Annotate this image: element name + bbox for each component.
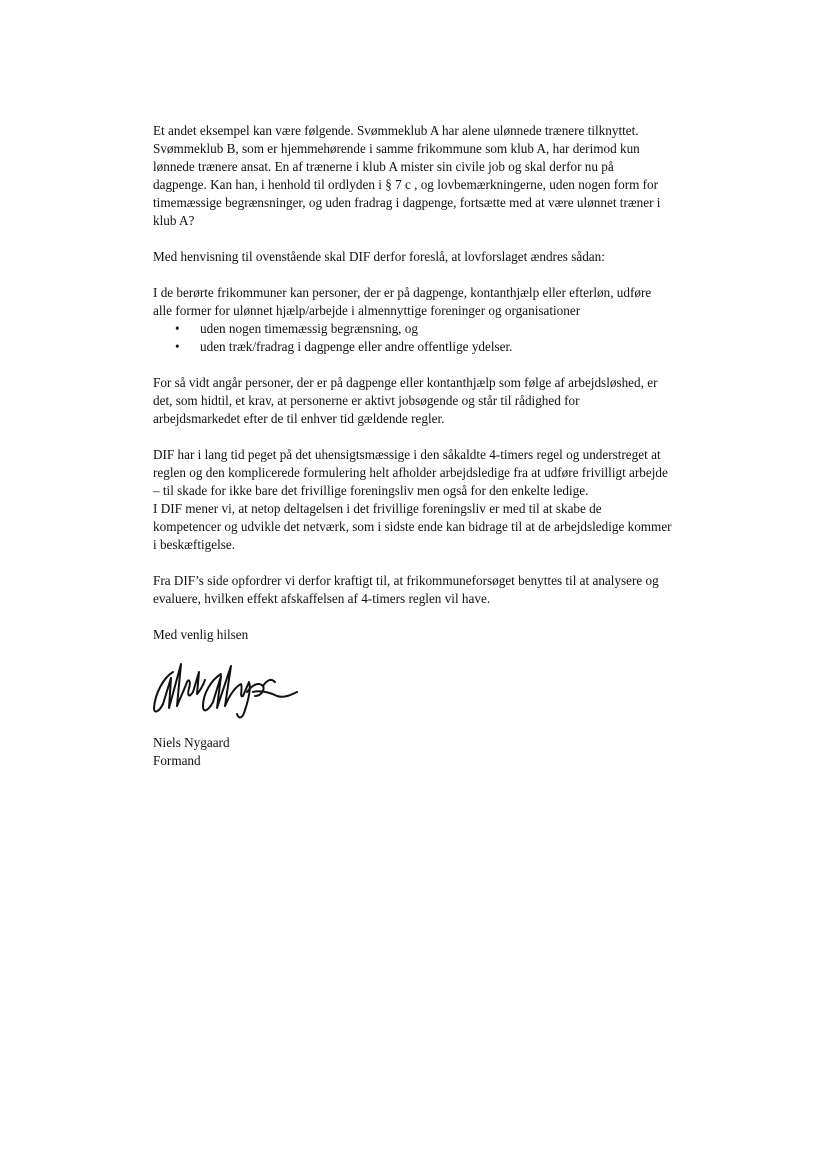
text-line: Svømmeklub B, som er hjemmehørende i samme frikommune som klub A, har derimod kun bbox=[153, 141, 640, 156]
text-line: Med henvisning til ovenstående skal DIF derfor foreslå, at lovforslaget ændres sådan: bbox=[153, 249, 605, 264]
text-line: DIF har i lang tid peget på det uhensigtsmæssige i den såkaldte 4-timers regel og understreget at bbox=[153, 447, 661, 462]
closing-greeting: Med venlig hilsen bbox=[153, 627, 249, 642]
paragraph-proposal-intro bbox=[153, 248, 713, 266]
list-item bbox=[153, 320, 713, 338]
paragraph-proposal bbox=[153, 284, 713, 356]
text-line: klub A? bbox=[153, 213, 195, 228]
paragraph-example bbox=[153, 122, 713, 230]
text-line: i beskæftigelse. bbox=[153, 537, 236, 552]
text-line: lønnede trænere ansat. En af trænerne i klub A mister sin civile job og skal derfor nu på bbox=[153, 159, 614, 174]
signer-title: Formand bbox=[153, 753, 201, 768]
text-line: reglen og den komplicerede formulering helt afholder arbejdsledige fra at udføre frivilligt arbejde bbox=[153, 465, 668, 480]
text-line: dagpenge. Kan han, i henhold til ordlyden i § 7 c , og lovbemærkningerne, uden nogen form for bbox=[153, 177, 659, 192]
text-line: For så vidt angår personer, der er på dagpenge eller kontanthjælp som følge af arbejdsløshed, er bbox=[153, 375, 658, 390]
text-line: arbejdsmarkedet efter de til enhver tid gældende regler. bbox=[153, 411, 445, 426]
bullet-icon: • bbox=[175, 321, 180, 336]
text-line: det, som hidtil, et krav, at personerne er aktivt jobsøgende og står til rådighed for bbox=[153, 393, 580, 408]
list-item bbox=[153, 338, 713, 356]
text-line: Fra DIF’s side opfordrer vi derfor kraftigt til, at frikommuneforsøget benyttes til at analysere og bbox=[153, 573, 659, 588]
handwritten-signature bbox=[153, 652, 313, 722]
text-line: Et andet eksempel kan være følgende. Svømmeklub A har alene ulønnede trænere tilknyttet. bbox=[153, 123, 639, 138]
paragraph-requirements bbox=[153, 374, 713, 428]
list-item-text: uden træk/fradrag i dagpenge eller andre offentlige ydelser. bbox=[200, 339, 513, 354]
text-line: timemæssige begrænsninger, og uden fradrag i dagpenge, fortsætte med at være ulønnet træner i bbox=[153, 195, 661, 210]
signature-icon bbox=[151, 652, 311, 722]
list-item-text: uden nogen timemæssig begrænsning, og bbox=[200, 321, 418, 336]
text-line: I de berørte frikommuner kan personer, der er på dagpenge, kontanthjælp eller efterløn, udføre bbox=[153, 285, 652, 300]
text-line: kompetencer og udvikle det netværk, som i sidste ende kan bidrage til at de arbejdsledige kommer bbox=[153, 519, 672, 534]
text-line: alle former for ulønnet hjælp/arbejde i almennyttige foreninger og organisationer bbox=[153, 303, 581, 318]
text-line: – til skade for ikke bare det frivillige foreningsliv men også for den enkelte ledige. bbox=[153, 483, 589, 498]
signer-name: Niels Nygaard bbox=[153, 735, 230, 750]
text-line: evaluere, hvilken effekt afskaffelsen af 4-timers reglen vil have. bbox=[153, 591, 491, 606]
bullet-icon: • bbox=[175, 339, 180, 354]
paragraph-four-hour-rule bbox=[153, 446, 713, 554]
text-line: I DIF mener vi, at netop deltagelsen i det frivillige foreningsliv er med til at skabe de bbox=[153, 501, 602, 516]
bullet-list bbox=[153, 320, 713, 356]
letter-body bbox=[153, 122, 713, 770]
paragraph-recommendation bbox=[153, 572, 713, 608]
signer-block bbox=[153, 734, 713, 770]
